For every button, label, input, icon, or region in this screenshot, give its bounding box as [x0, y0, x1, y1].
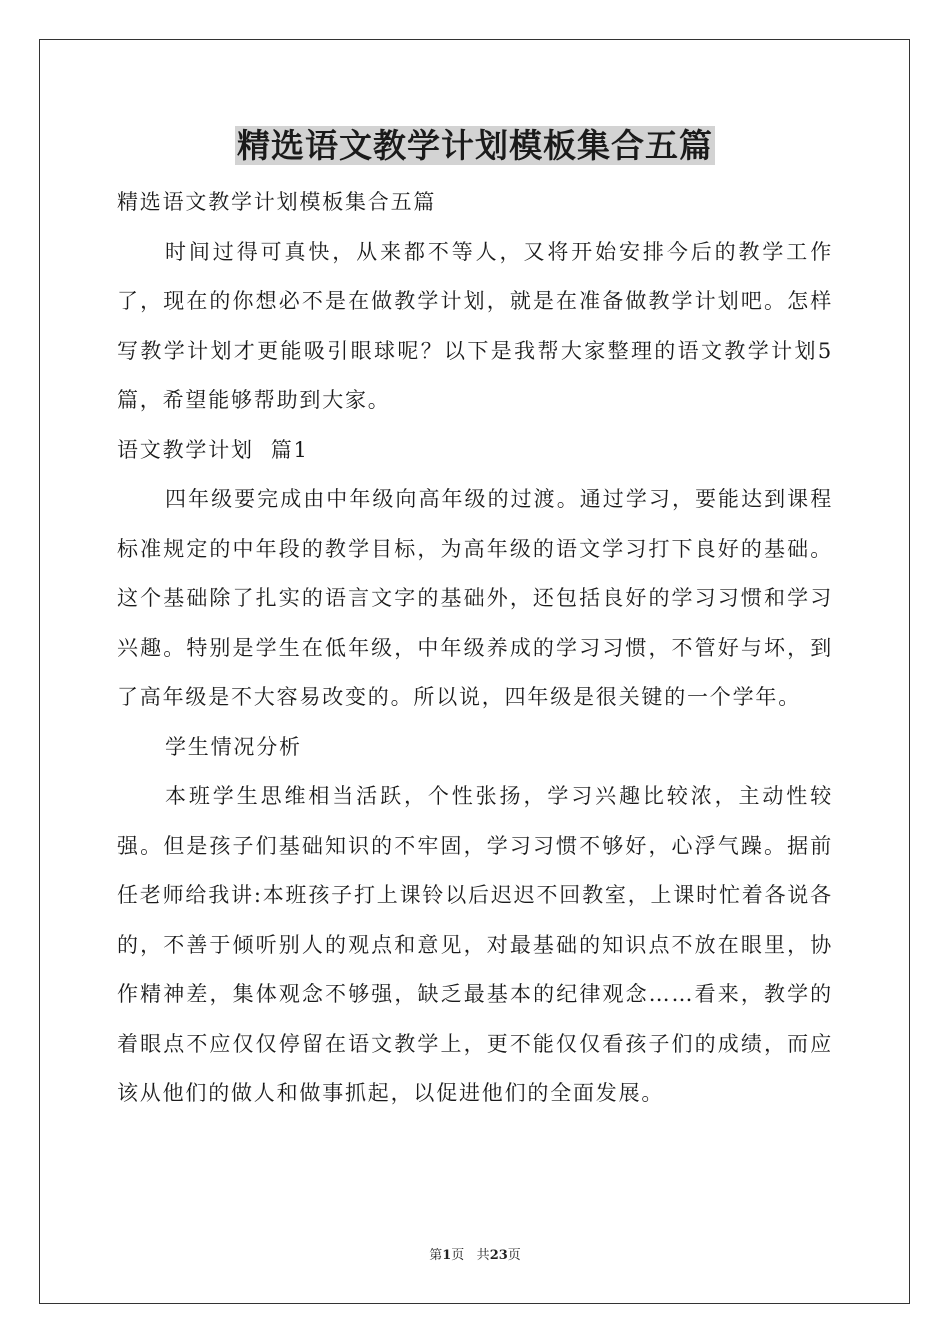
document-subtitle: 精选语文教学计划模板集合五篇 — [117, 190, 437, 214]
total-prefix: 共 — [476, 1248, 490, 1263]
section-heading: 语文教学计划 篇1 — [117, 437, 309, 462]
section-body-paragraph: 四年级要完成由中年级向高年级的过渡。通过学习，要能达到课程标准规定的中年段的教学目标，为高年级的语文学习打下良好的基础。这个基础除了扎实的语言文字的基础外，还包括良好的学习习惯和学习兴趣。特别是学生在低年级，中年级养成的学习习惯，不管好与坏，到了高年级是不大容易改变的。所以说，四年级是很关键的一个学年。 — [117, 487, 833, 709]
page-prefix: 第 — [429, 1248, 443, 1263]
total-suffix: 页 — [507, 1248, 521, 1263]
subsection-heading: 学生情况分析 — [165, 734, 302, 759]
page-footer — [0, 1247, 950, 1265]
document-body — [117, 178, 833, 1119]
analysis-paragraph: 本班学生思维相当活跃，个性张扬，学习兴趣比较浓，主动性较强。但是孩子们基础知识的不牢固，学习习惯不够好，心浮气躁。据前任老师给我讲:本班孩子打上课铃以后迟迟不回教室，上课时忙着各说各的，不善于倾听别人的观点和意见，对最基础的知识点不放在眼里，协作精神差，集体观念不够强，缺乏最基本的纪律观念……看来，教学的着眼点不应仅仅停留在语文教学上，更不能仅仅看孩子们的成绩，而应该从他们的做人和做事抓起，以促进他们的全面发展。 — [117, 784, 833, 1105]
document-title-text: 精选语文教学计划模板集合五篇 — [237, 126, 713, 165]
current-page-number: 1 — [442, 1248, 452, 1263]
total-pages-number: 23 — [489, 1248, 508, 1263]
page-suffix: 页 — [451, 1248, 465, 1263]
document-title — [0, 122, 950, 170]
intro-paragraph: 时间过得可真快，从来都不等人，又将开始安排今后的教学工作了，现在的你想必不是在做教学计划，就是在准备做教学计划吧。怎样写教学计划才更能吸引眼球呢？以下是我帮大家整理的语文教学计划5篇，希望能够帮助到大家。 — [117, 239, 833, 412]
